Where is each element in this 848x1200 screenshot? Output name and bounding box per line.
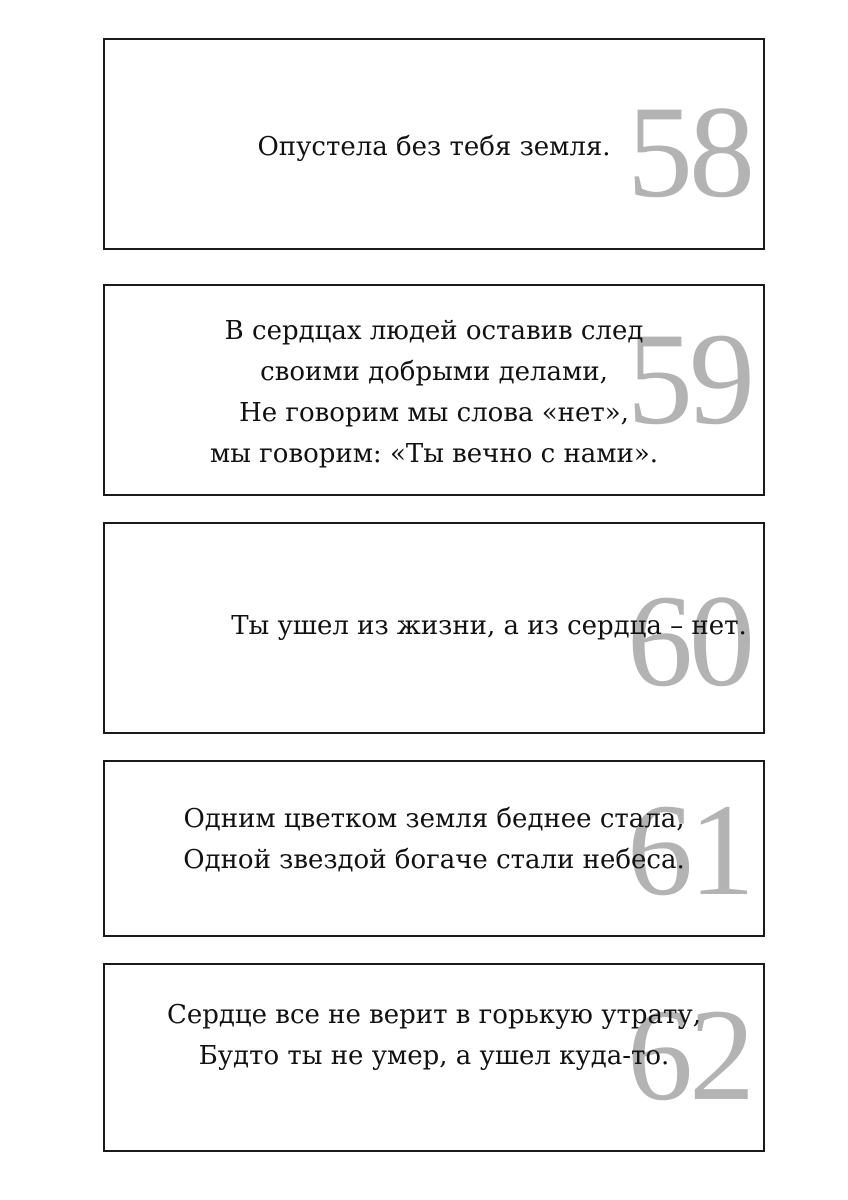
epitaph-card-62: [103, 963, 765, 1152]
card-number: 59: [627, 305, 751, 452]
epitaph-text: [105, 606, 763, 647]
card-number: 60: [627, 567, 751, 714]
epitaph-card-60: [103, 522, 765, 734]
card-number: 62: [627, 981, 751, 1128]
epitaph-line: Опустела без тебя земля.: [257, 132, 611, 162]
epitaph-line: Будто ты не умер, а ушел куда-то.: [198, 1041, 670, 1071]
epitaph-text: [105, 995, 763, 1077]
epitaph-line: Одной звездой богаче стали небеса.: [183, 845, 685, 875]
card-number: 61: [627, 776, 751, 923]
epitaph-line: Не говорим мы слова «нет»,: [239, 398, 629, 428]
epitaph-line: Сердце все не верит в горькую утрату,: [167, 1000, 701, 1030]
epitaph-line: Ты ушел из жизни, а из сердца – нет.: [231, 611, 747, 641]
card-number: 58: [627, 78, 751, 225]
epitaph-line: В сердцах людей оставив след: [224, 316, 644, 346]
epitaph-card-58: [103, 38, 765, 250]
epitaph-text: [105, 127, 763, 168]
epitaph-card-61: [103, 760, 765, 937]
epitaph-text: [105, 305, 763, 475]
epitaph-text: [105, 799, 763, 881]
epitaph-line: Одним цветком земля беднее стала,: [183, 804, 685, 834]
epitaph-line: мы говорим: «Ты вечно с нами».: [209, 439, 659, 469]
epitaph-line: своими добрыми делами,: [260, 357, 608, 387]
epitaph-card-59: [103, 284, 765, 496]
